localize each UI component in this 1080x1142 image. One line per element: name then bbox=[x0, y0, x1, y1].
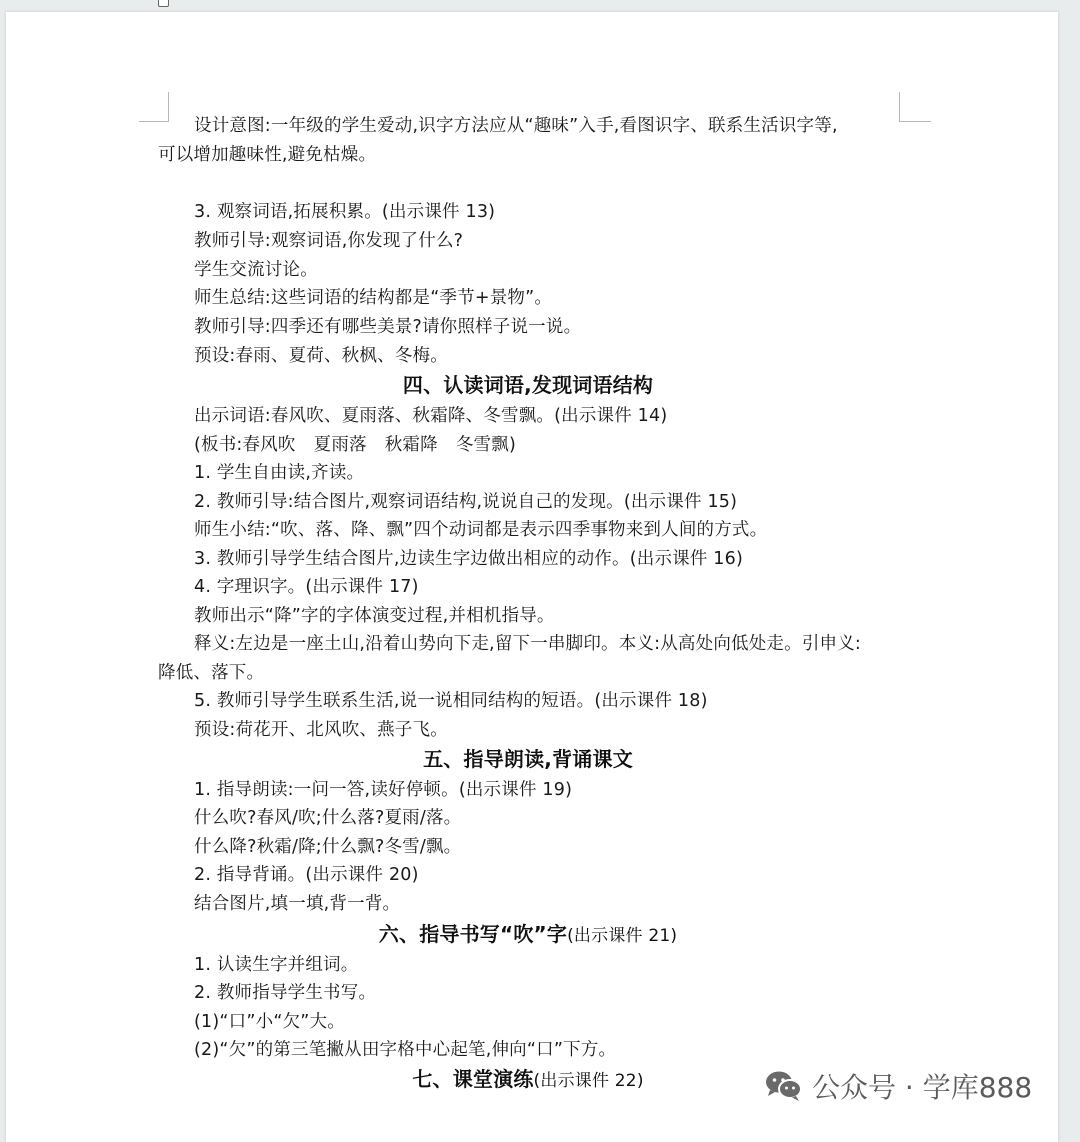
board-writing-line bbox=[194, 433, 516, 457]
margin-corner-top-right bbox=[899, 92, 931, 122]
wechat-icon bbox=[764, 1069, 804, 1103]
board-word: 秋霜降 bbox=[384, 435, 438, 455]
paragraph-line: 3. 教师引导学生结合图片,边读生字边做出相应的动作。(出示课件 16) bbox=[194, 549, 744, 569]
paragraph-line: 释义:左边是一座土山,沿着山势向下走,留下一串脚印。本义:从高处向低处走。引申义: bbox=[194, 634, 862, 654]
paragraph-line: 2. 教师引导:结合图片,观察词语结构,说说自己的发现。(出示课件 15) bbox=[194, 492, 738, 512]
document-page bbox=[6, 12, 1058, 1142]
watermark bbox=[764, 1064, 1032, 1108]
paragraph-line: 什么吹?春风/吹;什么落?夏雨/落。 bbox=[194, 808, 462, 828]
paragraph-line: 设计意图:一年级的学生爱动,识字方法应从“趣味”入手,看图识字、联系生活识字等, bbox=[194, 116, 838, 136]
paragraph-line: 教师引导:观察词语,你发现了什么? bbox=[194, 231, 464, 251]
paragraph-line: 预设:春雨、夏荷、秋枫、冬梅。 bbox=[194, 346, 448, 366]
section-heading-6 bbox=[158, 922, 898, 946]
paragraph-line: 可以增加趣味性,避免枯燥。 bbox=[158, 145, 377, 165]
top-checkbox[interactable] bbox=[158, 0, 169, 7]
board-word: (板书:春风吹 bbox=[194, 435, 296, 455]
paragraph-line: 教师引导:四季还有哪些美景?请你照样子说一说。 bbox=[194, 317, 582, 337]
paragraph-line: 降低、落下。 bbox=[158, 663, 265, 683]
paragraph-line: 5. 教师引导学生联系生活,说一说相同结构的短语。(出示课件 18) bbox=[194, 691, 708, 711]
paragraph-line: 教师出示“降”字的字体演变过程,并相机指导。 bbox=[194, 606, 555, 626]
paragraph-line: 什么降?秋霜/降;什么飘?冬雪/飘。 bbox=[194, 837, 462, 857]
paragraph-line: 3. 观察词语,拓展积累。(出示课件 13) bbox=[194, 202, 496, 222]
paragraph-line: 1. 指导朗读:一问一答,读好停顿。(出示课件 19) bbox=[194, 780, 573, 800]
paragraph-line: 学生交流讨论。 bbox=[194, 260, 318, 280]
paragraph-line: 师生小结:“吹、落、降、飘”四个动词都是表示四季事物来到人间的方式。 bbox=[194, 520, 768, 540]
paragraph-line: 2. 教师指导学生书写。 bbox=[194, 983, 377, 1003]
watermark-text: 公众号 · 学库888 bbox=[812, 1071, 1033, 1104]
paragraph-line: 师生总结:这些词语的结构都是“季节+景物”。 bbox=[194, 288, 553, 308]
paragraph-line: 1. 认读生字并组词。 bbox=[194, 955, 359, 975]
heading-source: (出示课件 21) bbox=[567, 926, 678, 946]
paragraph-line: 预设:荷花开、北风吹、燕子飞。 bbox=[194, 720, 448, 740]
paragraph-line: (2)“欠”的第三笔撇从田字格中心起笔,伸向“口”下方。 bbox=[194, 1040, 617, 1060]
section-heading-5: 五、指导朗读,背诵课文 bbox=[423, 747, 633, 771]
board-word: 夏雨落 bbox=[313, 435, 367, 455]
paragraph-line: (1)“口”小“欠”大。 bbox=[194, 1012, 345, 1032]
paragraph-line: 出示词语:春风吹、夏雨落、秋霜降、冬雪飘。(出示课件 14) bbox=[194, 406, 668, 426]
paragraph-line: 2. 指导背诵。(出示课件 20) bbox=[194, 865, 419, 885]
paragraph-line: 4. 字理识字。(出示课件 17) bbox=[194, 577, 419, 597]
paragraph-line: 结合图片,填一填,背一背。 bbox=[194, 894, 401, 914]
board-word: 冬雪飘) bbox=[455, 435, 516, 455]
heading-text: 六、指导书写“吹”字 bbox=[378, 922, 568, 946]
section-heading-4: 四、认读词语,发现词语结构 bbox=[402, 373, 654, 397]
margin-corner-top-left bbox=[139, 92, 169, 122]
heading-text: 七、课堂演练 bbox=[412, 1067, 534, 1091]
heading-source: (出示课件 22) bbox=[533, 1071, 644, 1091]
paragraph-line: 1. 学生自由读,齐读。 bbox=[194, 463, 365, 483]
